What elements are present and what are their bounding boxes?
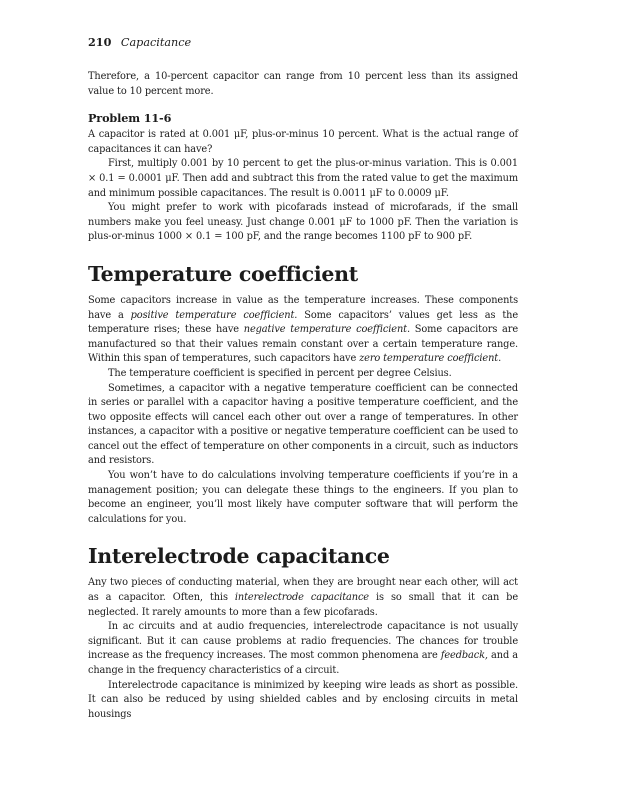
section-heading-temperature-coefficient: Temperature coefficient bbox=[88, 261, 358, 286]
interelectrode-paragraph: Interelectrode capacitance is minimized by keeping wire leads as short as possible. It can also be reduced by using shielded cables and by enclosing circuits in metal housings bbox=[88, 679, 518, 720]
section-heading-interelectrode-capacitance: Interelectrode capacitance bbox=[88, 544, 390, 569]
temperature-paragraph: Sometimes, a capacitor with a negative temperature coefficient can be connected in series or parallel with a capacitor having a positive temperature coefficient, and the two opposite effects will cancel each other out over a range of temperatures. In other instances, a capacitor with a positive or negative temperature coefficient can be used to cancel out the effect of temperature on other components in a circuit, such as inductors and resistors. bbox=[88, 382, 518, 467]
temperature-paragraph: Some capacitors increase in value as the temperature increases. These components have a positive temperature coefficient. Some capacitors’ values get less as the temperature rises; these have negative temperature coefficient. Some capacitors are manufactured so that their values remain constant over a certain temperature range. Within this span of temperatures, such capacitors have zero temperature coefficient. bbox=[88, 294, 518, 365]
intro-paragraph: Therefore, a 10-percent capacitor can range from 10 percent less than its assigned value to 10 percent more. bbox=[88, 71, 518, 97]
term-feedback: feedback, bbox=[440, 650, 488, 662]
term-negative-temperature-coefficient: negative temperature coefficient. bbox=[243, 324, 410, 336]
problem-heading: Problem 11-6 bbox=[88, 111, 172, 126]
term-zero-temperature-coefficient: zero temperature coefficient. bbox=[359, 353, 502, 365]
term-positive-temperature-coefficient: positive temperature coefficient. bbox=[130, 309, 298, 321]
temperature-paragraph: The temperature coefficient is specified in percent per degree Celsius. bbox=[108, 367, 452, 379]
problem-solution-paragraph: First, multiply 0.001 by 10 percent to get the plus-or-minus variation. This is 0.001 × 0.1 = 0.0001 μF. Then add and subtract this from the rated value to get the maximum and minimum possible capacitances. The result is 0.0011 μF to 0.0009 μF. bbox=[88, 158, 518, 199]
problem-question: A capacitor is rated at 0.001 μF, plus-or-minus 10 percent. What is the actual range of capacitances it can have? bbox=[88, 129, 518, 155]
page-number: 210 bbox=[88, 35, 112, 49]
term-interelectrode-capacitance: interelectrode capacitance bbox=[234, 592, 369, 604]
interelectrode-paragraph: In ac circuits and at audio frequencies, interelectrode capacitance is not usually significant. But it can cause problems at radio frequencies. The chances for trouble increase as the frequency increases. The most common phenomena are feedback, and a change in the frequency characteristics of a circuit. bbox=[88, 621, 518, 676]
temperature-paragraph: You won’t have to do calculations involving temperature coefficients if you’re in a management position; you can delegate these things to the engineers. If you plan to become an engineer, you’ll most likely have computer software that will perform the calculations for you. bbox=[88, 470, 518, 525]
chapter-title: Capacitance bbox=[120, 36, 192, 49]
body-text bbox=[88, 70, 518, 722]
interelectrode-paragraph: Any two pieces of conducting material, when they are brought near each other, will act as a capacitor. Often, this interelectrode capacitance is so small that it can be neglected. It rarely amounts to more than a few picofarads. bbox=[88, 577, 519, 618]
running-head bbox=[88, 35, 191, 49]
problem-solution-paragraph: You might prefer to work with picofarads instead of microfarads, if the small numbers make you feel uneasy. Just change 0.001 μF to 1000 pF. Then the variation is plus-or-minus 1000 × 0.1 = 100 pF, and the range becomes 1100 pF to 900 pF. bbox=[88, 202, 518, 243]
